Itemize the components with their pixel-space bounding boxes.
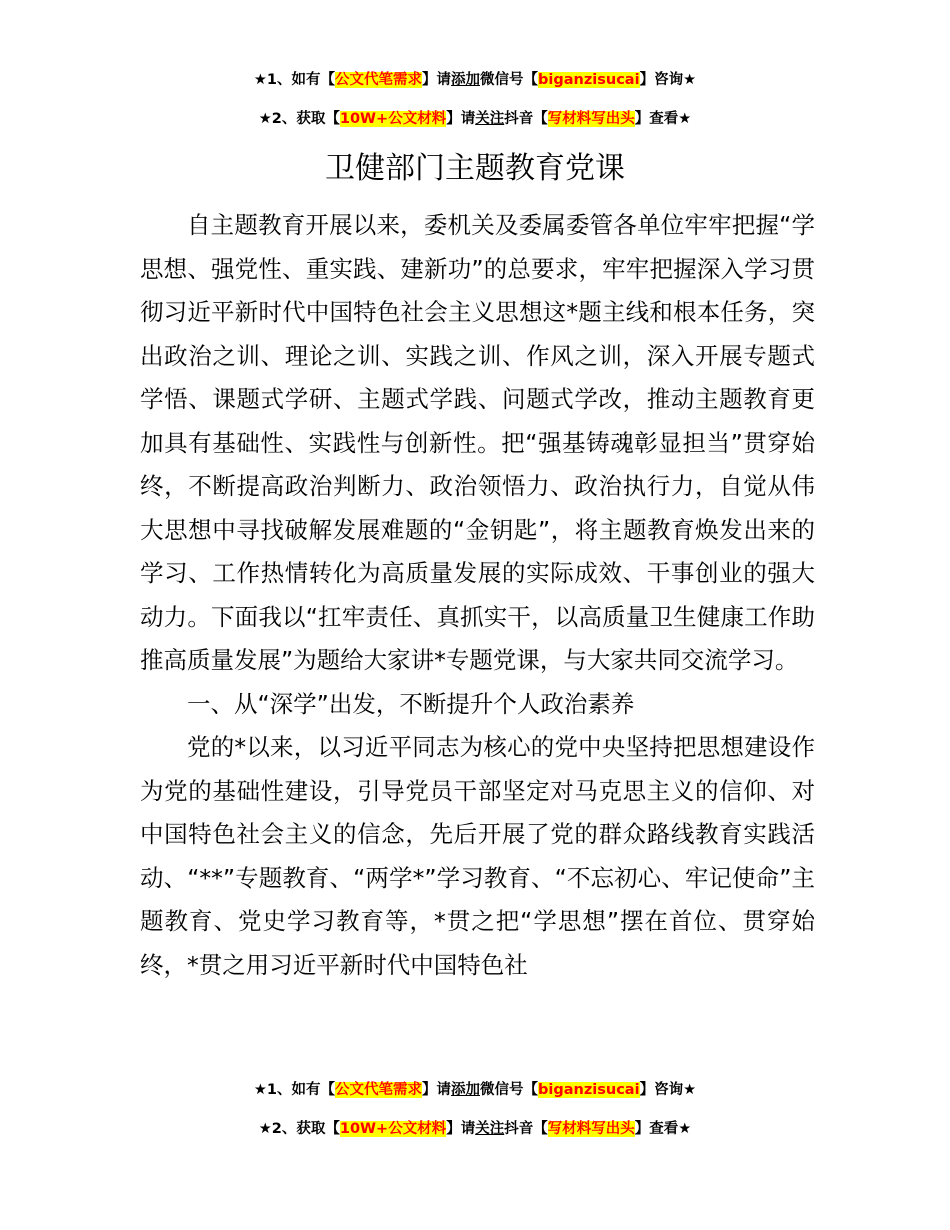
- banner-text: 】请: [446, 111, 476, 127]
- header-banner-line-1: [0, 68, 950, 89]
- banner-text: 微信号【: [480, 1082, 539, 1098]
- header-banner-line-2: [0, 107, 950, 128]
- banner-text: ★2、获取【: [258, 111, 340, 127]
- highlight-wechat-id: biganzisucai: [538, 1082, 640, 1098]
- section-heading: 一、从“深学”出发，不断提升个人政治素养: [187, 689, 635, 718]
- banner-text: 】请: [446, 1121, 476, 1137]
- banner-text: 微信号【: [480, 72, 539, 88]
- banner-text: 抖音【: [504, 111, 548, 127]
- footer-banner-line-2: [0, 1117, 950, 1138]
- highlight-service: 公文代笔需求: [335, 72, 423, 88]
- underlined-text: 关注: [475, 111, 505, 127]
- document-title: 卫健部门主题教育党课: [325, 151, 625, 186]
- banner-text: 】查看★: [634, 111, 692, 127]
- banner-text: 】查看★: [634, 1121, 692, 1137]
- banner-text: 】咨询★: [639, 72, 697, 88]
- banner-text: ★2、获取【: [258, 1121, 340, 1137]
- document-body: [140, 204, 815, 987]
- highlight-douyin-id: 写材料写出头: [547, 1121, 635, 1137]
- underlined-text: 添加: [451, 1082, 481, 1098]
- banner-text: 】咨询★: [639, 1082, 697, 1098]
- banner-text: 】请: [422, 1082, 452, 1098]
- underlined-text: 添加: [451, 72, 481, 88]
- highlight-materials: 10W+公文材料: [339, 1121, 447, 1137]
- banner-text: ★1、如有【: [253, 1082, 336, 1098]
- highlight-materials: 10W+公文材料: [339, 111, 447, 127]
- highlight-service: 公文代笔需求: [335, 1082, 423, 1098]
- paragraph-section-1: 党的*以来，以习近平同志为核心的党中央坚持把思想建设作为党的基础性建设，引导党员干部坚定对马克思主义的信仰、对中国特色社会主义的信念，先后开展了党的群众路线教育实践活动、“**”专题教育、“两学*”学习教育、“不忘初心、牢记使命”主题教育、党史学习教育等，*贯之把“学思想”摆在首位、贯穿始终，*贯之用习近平新时代中国特色社: [140, 733, 815, 979]
- paragraph-intro: 自主题教育开展以来，委机关及委属委管各单位牢牢把握“学思想、强党性、重实践、建新功”的总要求，牢牢把握深入学习贯彻习近平新时代中国特色社会主义思想这*题主线和根本任务，突出政治之训、理论之训、实践之训、作风之训，深入开展专题式学悟、课题式学研、主题式学践、问题式学改，推动主题教育更加具有基础性、实践性与创新性。把“强基铸魂彰显担当”贯穿始终，不断提高政治判断力、政治领悟力、政治执行力，自觉从伟大思想中寻找破解发展难题的“金钥匙”，将主题教育焕发出来的学习、工作热情转化为高质量发展的实际成效、干事创业的强大动力。下面我以“扛牢责任、真抓实干，以高质量卫生健康工作助推高质量发展”为题给大家讲*专题党课，与大家共同交流学习。: [140, 211, 815, 674]
- banner-text: ★1、如有【: [253, 72, 336, 88]
- footer-banner-line-1: [0, 1078, 950, 1099]
- banner-text: 抖音【: [504, 1121, 548, 1137]
- highlight-douyin-id: 写材料写出头: [547, 111, 635, 127]
- highlight-wechat-id: biganzisucai: [538, 72, 640, 88]
- underlined-text: 关注: [475, 1121, 505, 1137]
- banner-text: 】请: [422, 72, 452, 88]
